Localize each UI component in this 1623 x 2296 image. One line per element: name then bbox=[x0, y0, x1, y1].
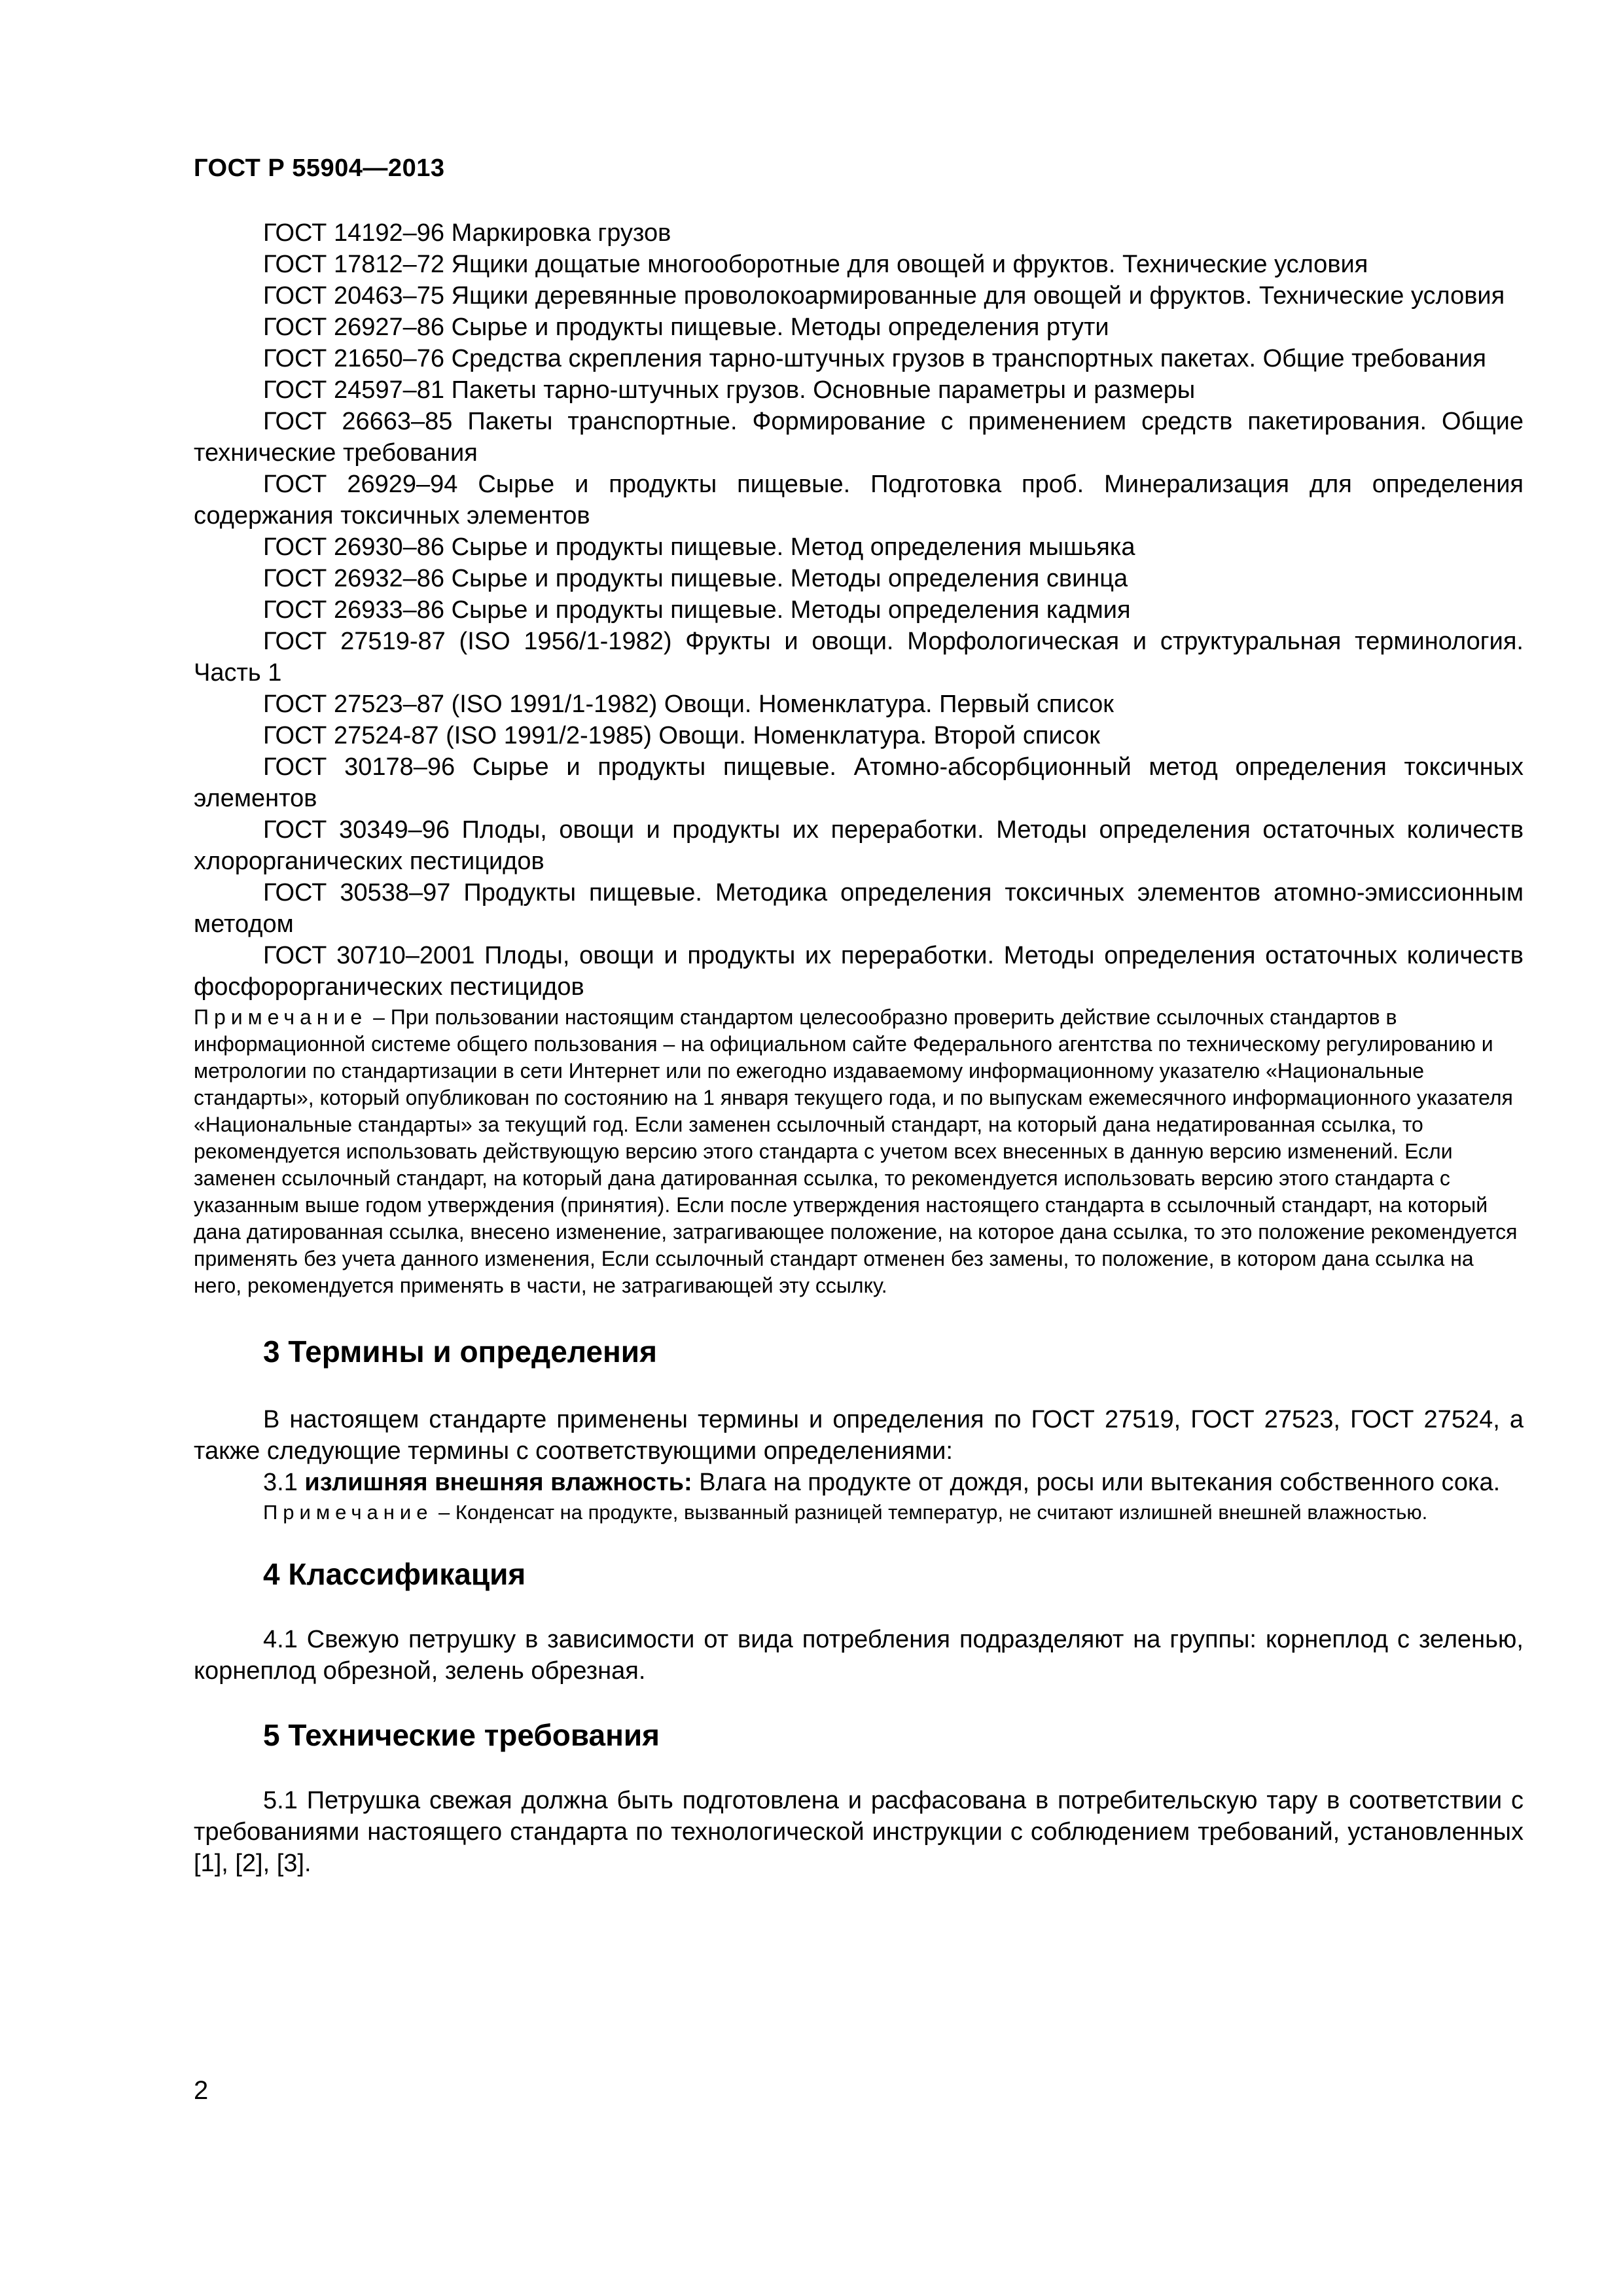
section-5-text: 5.1 Петрушка свежая должна быть подготовлена и расфасована в потребительскую тару в соответствии с требованиями настоящего стандарта по технологической инструкции с соблюдением требований, установленных [1], [2], [3]. bbox=[194, 1787, 1524, 1877]
reference-item: ГОСТ 30538–97 Продукты пищевые. Методика определения токсичных элементов атомно-эмиссионным методом bbox=[194, 879, 1524, 938]
reference-item: ГОСТ 30178–96 Сырье и продукты пищевые. Атомно-абсорбционный метод определения токсичных элементов bbox=[194, 753, 1524, 812]
document-body bbox=[194, 217, 1524, 1879]
note-label: Примечание bbox=[194, 1005, 368, 1029]
note-text: – При пользовании настоящим стандартом целесообразно проверить действие ссылочных стандартов в информационной системе общего пользования – на официальном сайте Федерального агентства по техническому регулированию и метрологии по стандартизации в сети Интернет или по ежегодно издаваемому информационному указателю «Национальные стандарты», который опубликован по состоянию на 1 января текущего года, и по выпускам ежемесячного информационного указателя «Национальные стандарты» за текущий год. Если заменен ссылочный стандарт, на который дана недатированная ссылка, то рекомендуется использовать действующую версию этого стандарта с учетом всех внесенных в данную версию изменений. Если заменен ссылочный стандарт, на который дана датированная ссылка, то рекомендуется использовать версию этого стандарта с указанным выше годом утверждения (принятия). Если после утверждения настоящего стандарта в ссылочный стандарт, на который дана датированная ссылка, внесено изменение, затрагивающее положение, на которое дана ссылка, то это положение рекомендуется применять без учета данного изменения, Если ссылочный стандарт отменен без замены, то положение, в котором дана ссылка на него, рекомендуется применять в части, не затрагивающей эту ссылку. bbox=[194, 1005, 1518, 1297]
reference-item: ГОСТ 27519-87 (ISO 1956/1-1982) Фрукты и овощи. Морфологическая и структуральная терминология. Часть 1 bbox=[194, 628, 1524, 687]
term-definition bbox=[194, 1467, 1524, 1498]
reference-item: ГОСТ 14192–96 Маркировка грузов bbox=[263, 219, 671, 247]
references-note bbox=[194, 1004, 1524, 1299]
reference-item: ГОСТ 20463–75 Ящики деревянные проволокоармированные для овощей и фруктов. Технические условия bbox=[263, 282, 1505, 310]
term-number: 3.1 bbox=[263, 1469, 305, 1496]
page-number: 2 bbox=[194, 2076, 209, 2105]
reference-item: ГОСТ 17812–72 Ящики дощатые многооборотные для овощей и фруктов. Технические условия bbox=[263, 251, 1368, 278]
reference-item: ГОСТ 24597–81 Пакеты тарно-штучных грузов. Основные параметры и размеры bbox=[263, 376, 1196, 404]
section-4-heading: 4 Классификация bbox=[263, 1557, 526, 1591]
reference-item: ГОСТ 26932–86 Сырье и продукты пищевые. Методы определения свинца bbox=[263, 565, 1128, 592]
reference-item: ГОСТ 26663–85 Пакеты транспортные. Формирование с применением средств пакетирования. Общие технические требования bbox=[194, 408, 1524, 467]
reference-item: ГОСТ 27524-87 (ISO 1991/2-1985) Овощи. Номенклатура. Второй список bbox=[263, 722, 1100, 749]
reference-item: ГОСТ 30710–2001 Плоды, овощи и продукты их переработки. Методы определения остаточных количеств фосфорорганических пестицидов bbox=[194, 942, 1524, 1001]
reference-item: ГОСТ 26933–86 Сырье и продукты пищевые. Методы определения кадмия bbox=[263, 596, 1131, 624]
section-3-intro: В настоящем стандарте применены термины и определения по ГОСТ 27519, ГОСТ 27523, ГОСТ 27524, а также следующие термины с соответствующими определениями: bbox=[194, 1406, 1524, 1465]
note-label: Примечание bbox=[263, 1501, 433, 1524]
term-name: излишняя внешняя влажность: bbox=[304, 1469, 692, 1496]
term-note bbox=[194, 1499, 1524, 1526]
section-4-text: 4.1 Свежую петрушку в зависимости от вида потребления подразделяют на группы: корнеплод с зеленью, корнеплод обрезной, зелень обрезная. bbox=[194, 1626, 1524, 1685]
document-code: ГОСТ Р 55904—2013 bbox=[194, 154, 445, 182]
reference-item: ГОСТ 26929–94 Сырье и продукты пищевые. Подготовка проб. Минерализация для определения содержания токсичных элементов bbox=[194, 471, 1524, 529]
reference-item: ГОСТ 27523–87 (ISO 1991/1-1982) Овощи. Номенклатура. Первый список bbox=[263, 691, 1114, 718]
reference-item: ГОСТ 26930–86 Сырье и продукты пищевые. Метод определения мышьяка bbox=[263, 533, 1135, 561]
reference-item: ГОСТ 26927–86 Сырье и продукты пищевые. Методы определения ртути bbox=[263, 314, 1109, 341]
note-text: – Конденсат на продукте, вызванный разницей температур, не считают излишней внешней влажностью. bbox=[433, 1501, 1428, 1524]
term-text: Влага на продукте от дождя, росы или вытекания собственного сока. bbox=[692, 1469, 1501, 1496]
section-5-heading: 5 Технические требования bbox=[263, 1718, 660, 1752]
reference-item: ГОСТ 30349–96 Плоды, овощи и продукты их переработки. Методы определения остаточных количеств хлорорганических пестицидов bbox=[194, 816, 1524, 875]
reference-item: ГОСТ 21650–76 Средства скрепления тарно-штучных грузов в транспортных пакетах. Общие требования bbox=[263, 345, 1486, 372]
references-list bbox=[194, 217, 1524, 1003]
section-3-heading: 3 Термины и определения bbox=[263, 1335, 657, 1369]
